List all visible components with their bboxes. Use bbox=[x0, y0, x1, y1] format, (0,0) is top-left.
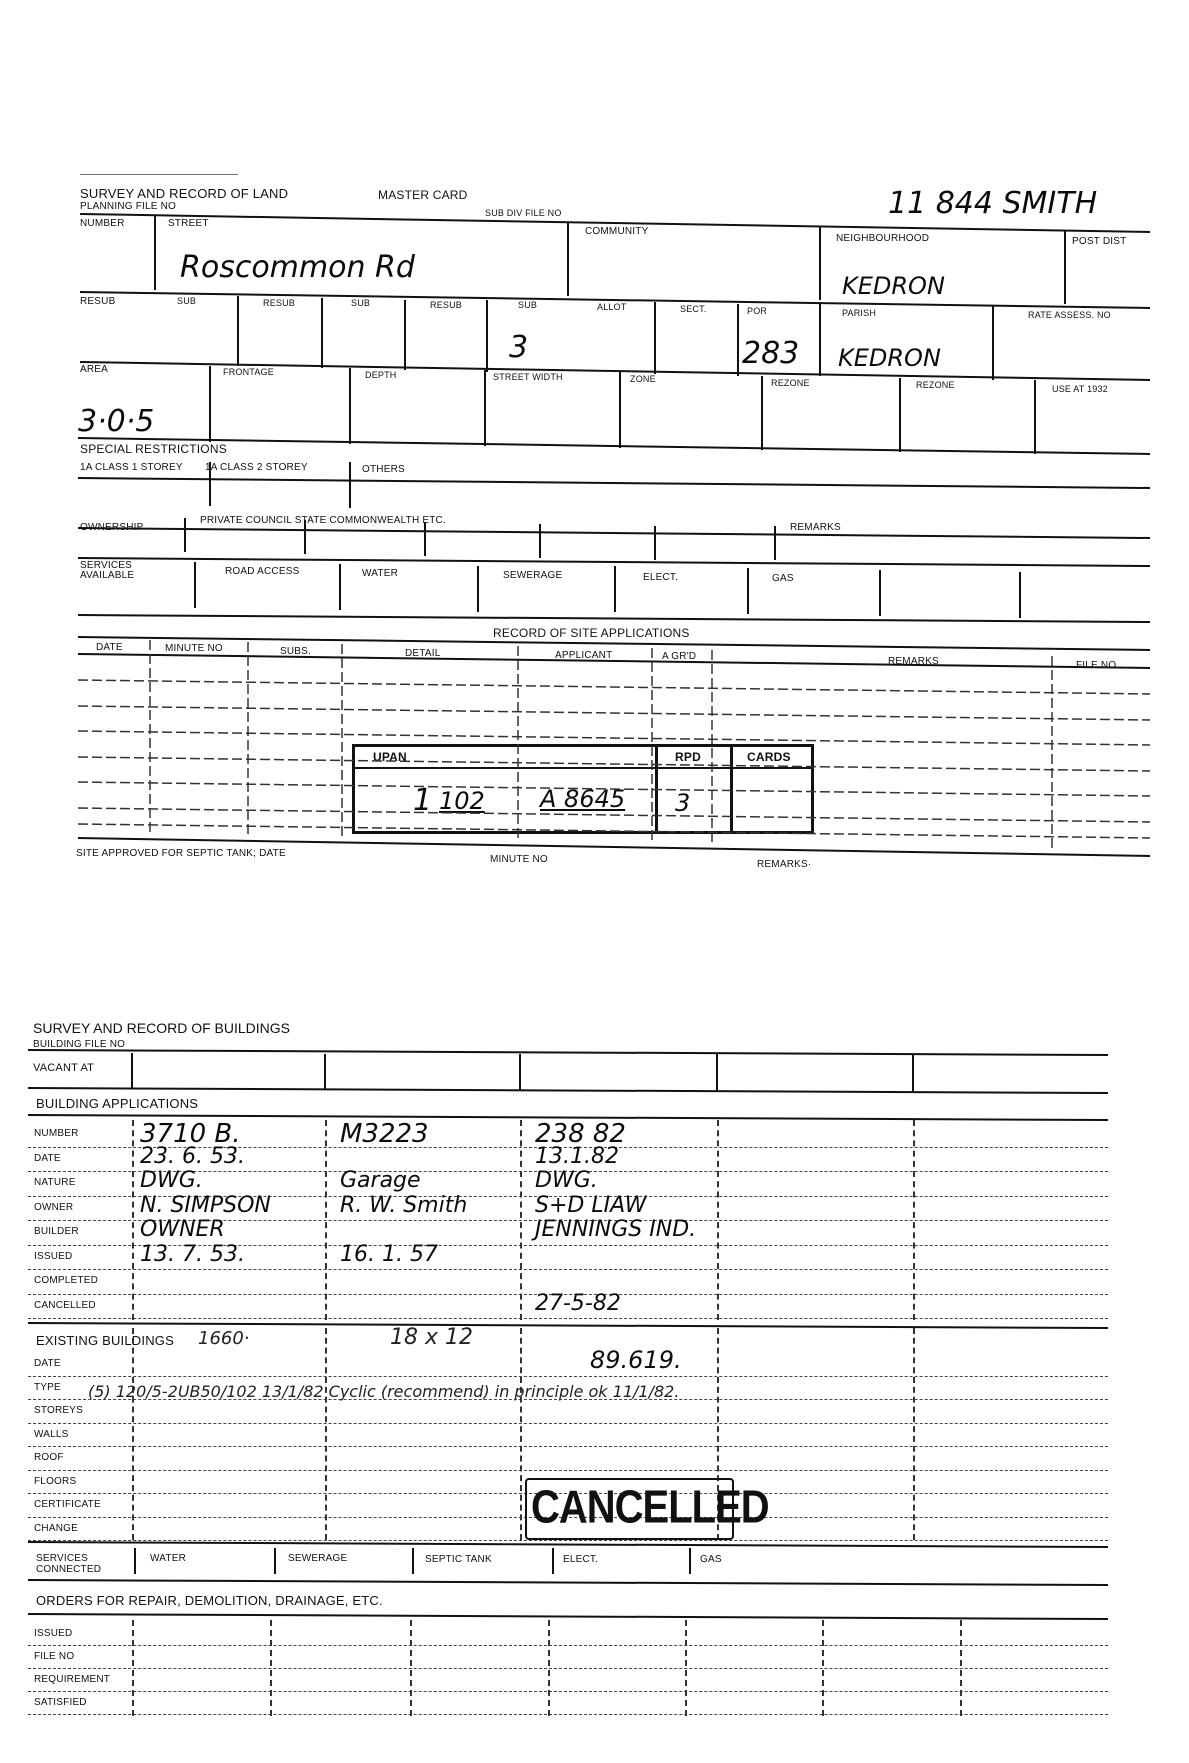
detail-row-label: CERTIFICATE bbox=[34, 1499, 101, 1510]
por-label: POR bbox=[747, 306, 768, 316]
building-applications-label: BUILDING APPLICATIONS bbox=[36, 1096, 199, 1111]
order-row-label: FILE NO bbox=[34, 1651, 75, 1662]
class1-label: 1A CLASS 1 STOREY bbox=[80, 462, 183, 473]
ownership-remarks-label: REMARKS bbox=[790, 522, 841, 533]
order-row-label: REQUIREMENT bbox=[34, 1674, 111, 1685]
elect-label: ELECT. bbox=[643, 572, 679, 583]
handwritten-neighbourhood: KEDRON bbox=[842, 272, 945, 300]
master-card-label: MASTER CARD bbox=[378, 188, 468, 202]
handwritten-reference: 89.619. bbox=[590, 1346, 682, 1374]
septic-minute-label: MINUTE NO bbox=[490, 854, 548, 865]
ownership-label: OWNERSHIP bbox=[80, 522, 144, 533]
handwritten-col1-entry: 3710 B. bbox=[140, 1119, 241, 1149]
resub-label-3: RESUB bbox=[430, 300, 463, 310]
detail-row-label: WALLS bbox=[34, 1428, 69, 1440]
col-detail: DETAIL bbox=[405, 648, 441, 659]
rate-assess-label: RATE ASSESS. NO bbox=[1028, 310, 1111, 320]
detail-row-label: DATE bbox=[34, 1358, 61, 1369]
resub-label: RESUB bbox=[80, 296, 116, 307]
handwritten-col2-entry: M3223 bbox=[340, 1119, 429, 1149]
col-subs: SUBS. bbox=[280, 646, 312, 657]
site-applications-title: RECORD OF SITE APPLICATIONS bbox=[493, 626, 690, 640]
class2-label: 1A CLASS 2 STOREY bbox=[205, 462, 308, 473]
col-applicant: APPLICANT bbox=[555, 650, 613, 661]
building-row-label: OWNER bbox=[34, 1201, 74, 1213]
services-available-label: SERVICES AVAILABLE bbox=[80, 560, 135, 581]
depth-label: DEPTH bbox=[365, 370, 397, 380]
building-row-label: NATURE bbox=[34, 1177, 76, 1188]
order-row-label: SATISFIED bbox=[34, 1697, 87, 1708]
street-label: STREET bbox=[168, 218, 209, 229]
cards-label: CARDS bbox=[747, 750, 791, 764]
water-label: WATER bbox=[362, 568, 398, 579]
number-label: NUMBER bbox=[80, 218, 125, 229]
sub-label-3: SUB bbox=[518, 300, 538, 310]
detail-row-label: ROOF bbox=[34, 1452, 64, 1463]
order-row-label: ISSUED bbox=[34, 1628, 73, 1639]
ownership-types: PRIVATE COUNCIL STATE COMMONWEALTH ETC. bbox=[200, 515, 446, 526]
handwritten-col1-entry: 13. 7. 53. bbox=[140, 1241, 245, 1267]
road-access-label: ROAD ACCESS bbox=[225, 566, 300, 577]
rezone-label: REZONE bbox=[771, 378, 810, 388]
rpd-label: RPD bbox=[675, 750, 701, 764]
septic-remarks-label: REMARKS· bbox=[757, 859, 812, 870]
street-width-label: STREET WIDTH bbox=[493, 372, 563, 382]
col-date: DATE bbox=[96, 642, 123, 653]
handwritten-col3-entry: 238 82 bbox=[535, 1119, 626, 1149]
handwritten-col2-entry: R. W. Smith bbox=[340, 1192, 468, 1218]
handwritten-col2-entry: Garage bbox=[340, 1168, 421, 1193]
col-file: FILE NO bbox=[1076, 660, 1117, 671]
use-at-label: USE AT 1932 bbox=[1052, 384, 1108, 394]
septic-approved-label: SITE APPROVED FOR SEPTIC TANK; DATE bbox=[76, 848, 286, 859]
rezone-label-2: REZONE bbox=[916, 380, 955, 390]
sect-label: SECT. bbox=[680, 304, 707, 314]
building-row-label: BUILDER bbox=[34, 1226, 79, 1237]
sub-div-file-label: SUB DIV FILE NO bbox=[485, 208, 562, 218]
handwritten-area: 3·0·5 bbox=[78, 404, 155, 439]
buildings-card-title: SURVEY AND RECORD OF BUILDINGS bbox=[33, 1020, 290, 1036]
handwritten-col2-entry: 16. 1. 57 bbox=[340, 1241, 438, 1267]
upan-label: UPAN bbox=[373, 750, 407, 764]
cancelled-stamp: CANCELLED bbox=[525, 1478, 734, 1540]
svc-septic-label: SEPTIC TANK bbox=[425, 1554, 492, 1565]
building-row-label: DATE bbox=[34, 1152, 61, 1164]
detail-row-label: FLOORS bbox=[34, 1475, 77, 1487]
allot-label: ALLOT bbox=[597, 302, 627, 312]
building-row-label: CANCELLED bbox=[34, 1299, 96, 1311]
planning-file-label: PLANNING FILE NO bbox=[80, 201, 176, 212]
col-agrd: A GR'D bbox=[662, 651, 697, 662]
handwritten-existing-a: 1660· bbox=[198, 1328, 250, 1349]
special-restrictions-label: SPECIAL RESTRICTIONS bbox=[80, 442, 227, 456]
handwritten-col3-entry: 27-5-82 bbox=[535, 1290, 621, 1316]
handwritten-por: 283 bbox=[742, 336, 800, 371]
post-dist-label: POST DIST bbox=[1072, 236, 1127, 247]
handwritten-existing-b: 18 x 12 bbox=[390, 1325, 473, 1350]
handwritten-upan-a: 1 bbox=[413, 783, 433, 818]
svc-water-label: WATER bbox=[150, 1553, 186, 1564]
handwritten-rpd: 3 bbox=[675, 789, 691, 817]
svc-elect-label: ELECT. bbox=[563, 1554, 599, 1565]
services-connected-label: SERVICES CONNECTED bbox=[36, 1553, 102, 1575]
handwritten-col3-entry: 13.1.82 bbox=[535, 1143, 619, 1169]
gas-label: GAS bbox=[772, 573, 794, 584]
handwritten-sub: 3 bbox=[509, 330, 529, 365]
community-label: COMMUNITY bbox=[585, 226, 649, 237]
svc-gas-label: GAS bbox=[700, 1554, 722, 1565]
detail-row-label: TYPE bbox=[34, 1381, 61, 1393]
handwritten-col3-entry: DWG. bbox=[535, 1168, 598, 1193]
existing-buildings-label: EXISTING BUILDINGS bbox=[36, 1333, 174, 1348]
handwritten-type: (5) 120/5-2UB50/102 13/1/82 Cyclic (recommend) in principle ok 11/1/82. bbox=[88, 1382, 680, 1401]
parish-label: PARISH bbox=[842, 308, 877, 318]
building-row-label: COMPLETED bbox=[34, 1275, 99, 1286]
building-row-label: NUMBER bbox=[34, 1128, 79, 1139]
detail-row-label: STOREYS bbox=[34, 1405, 84, 1416]
handwritten-col3-entry: S+D LIAW bbox=[535, 1192, 647, 1218]
building-file-label: BUILDING FILE NO bbox=[33, 1039, 126, 1050]
area-label: AREA bbox=[80, 364, 109, 375]
handwritten-col1-entry: 23. 6. 53. bbox=[140, 1143, 245, 1169]
frontage-label: FRONTAGE bbox=[223, 367, 274, 377]
sub-label: SUB bbox=[177, 296, 197, 306]
building-row-label: ISSUED bbox=[34, 1250, 73, 1262]
col-remarks: REMARKS bbox=[888, 656, 939, 667]
resub-label-2: RESUB bbox=[263, 298, 296, 308]
handwritten-parish: KEDRON bbox=[838, 344, 941, 372]
handwritten-col1-entry: N. SIMPSON bbox=[140, 1192, 271, 1218]
zone-label: ZONE bbox=[630, 374, 656, 384]
orders-label: ORDERS FOR REPAIR, DEMOLITION, DRAINAGE, ETC. bbox=[36, 1593, 383, 1608]
detail-row-label: CHANGE bbox=[34, 1522, 78, 1534]
handwritten-col1-entry: DWG. bbox=[140, 1168, 203, 1193]
vacant-at-label: VACANT AT bbox=[33, 1062, 95, 1074]
others-label: OTHERS bbox=[362, 464, 405, 475]
sub-label-2: SUB bbox=[351, 298, 371, 308]
col-minute: MINUTE NO bbox=[165, 643, 223, 654]
sewerage-label: SEWERAGE bbox=[503, 570, 563, 581]
neighbourhood-label: NEIGHBOURHOOD bbox=[836, 233, 930, 244]
handwritten-col3-entry: JENNINGS IND. bbox=[535, 1217, 697, 1242]
land-card-title: SURVEY AND RECORD OF LAND bbox=[80, 186, 289, 201]
handwritten-owner: 11 844 SMITH bbox=[888, 186, 1098, 221]
handwritten-col1-entry: OWNER bbox=[140, 1217, 225, 1242]
handwritten-upan-b: 102 bbox=[439, 787, 485, 815]
handwritten-upan-c: A 8645 bbox=[540, 785, 626, 813]
handwritten-street: Roscommon Rd bbox=[180, 250, 415, 285]
svc-sewerage-label: SEWERAGE bbox=[288, 1553, 348, 1564]
